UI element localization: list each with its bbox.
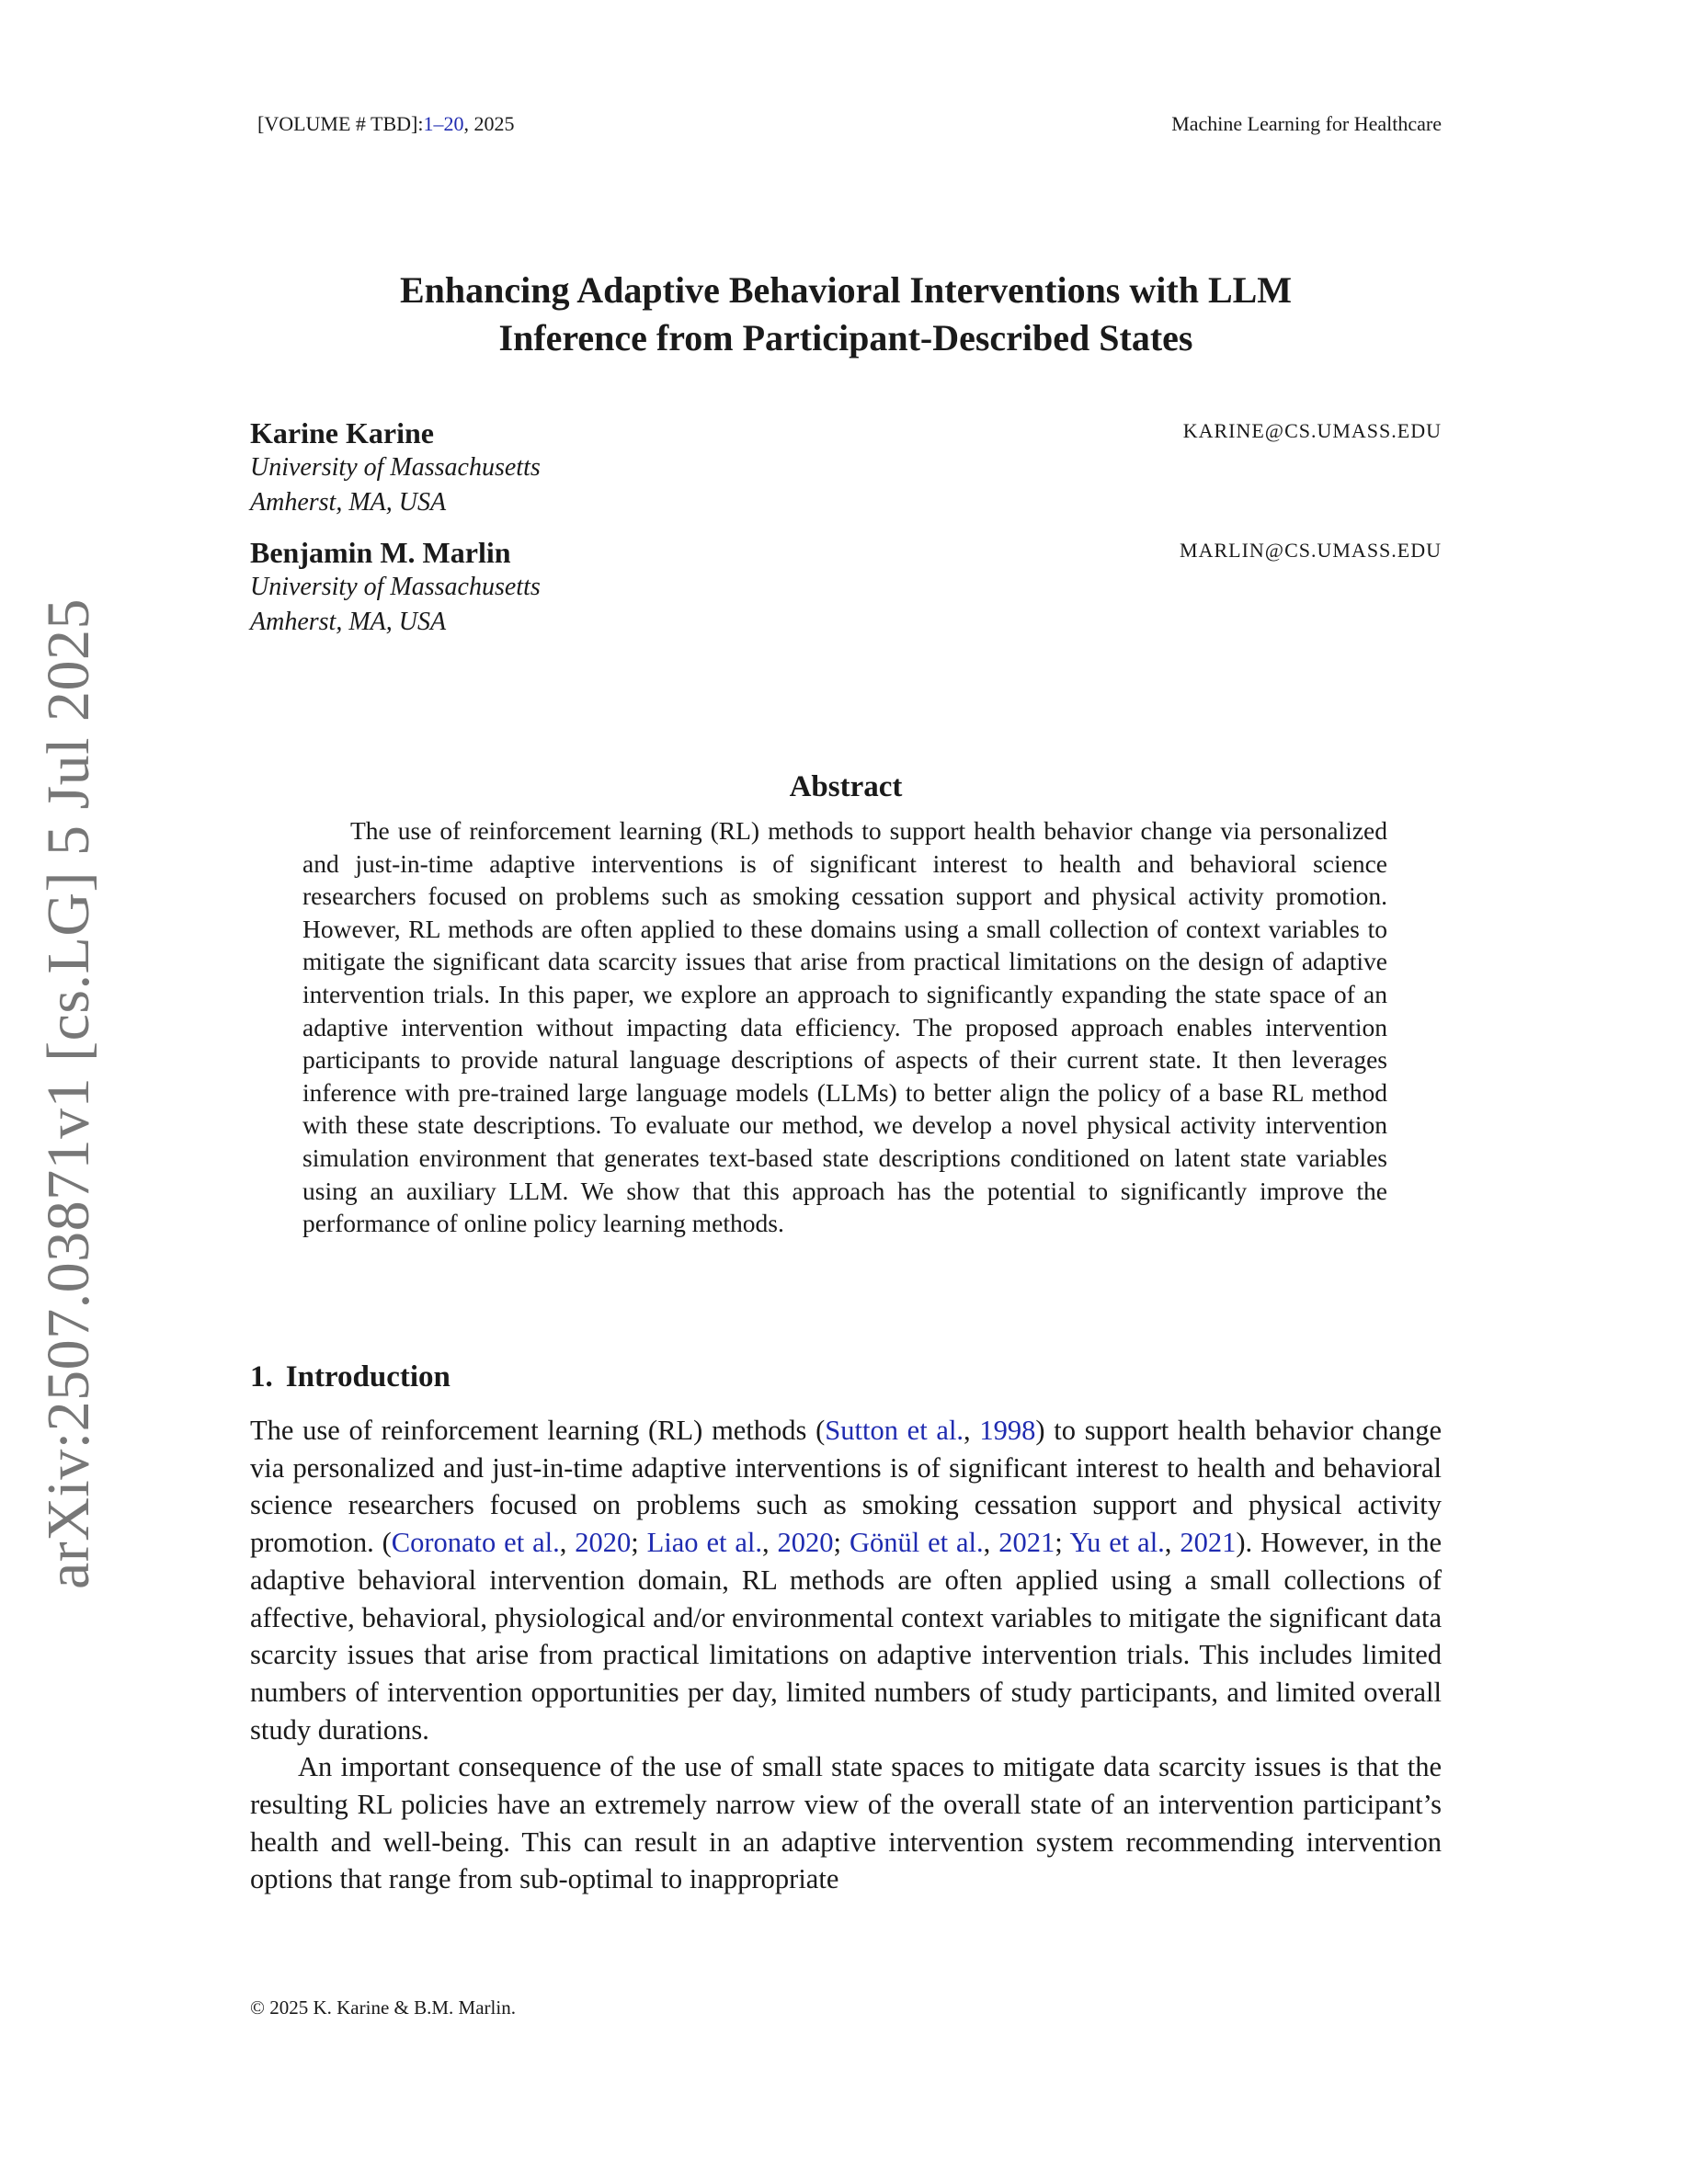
citation-link[interactable]: 1998 (979, 1415, 1036, 1446)
author-email[interactable]: KARINE@CS.UMASS.EDU (1182, 419, 1442, 442)
abstract-text: The use of reinforcement learning (RL) methods to support health behavior change via personalized and just-in-time adaptive interventions is of significant interest to health and behavioral science researchers focused on problems such as smoking cessation support and physical activity promotion. However, RL methods are often applied to these domains using a small collection of context variables to mitigate the significant data scarcity issues that arise from practical limitations on the design of adaptive intervention trials. In this paper, we explore an approach to significantly expanding the state space of an adaptive intervention without impacting data efficiency. The proposed approach enables intervention participants to provide natural language descriptions of aspects of their current state. It then leverages inference with pre-trained large language models (LLMs) to better align the policy of a base RL method with these state descriptions. To evaluate our method, we develop a novel physical activity intervention simulation environment that generates text-based state descriptions conditioned on latent state variables using an auxiliary LLM. We show that this approach has the potential to significantly improve the performance of online policy learning methods. (302, 816, 1387, 1238)
paragraph: The use of reinforcement learning (RL) methods (Sutton et al., 1998) to support health behavior change via personalized and just-in-time adaptive interventions is of significant interest to health and behavioral science researchers focused on problems such as smoking cessation support and physical activity promotion. (Coronato et al., 2020; Liao et al., 2020; Gönül et al., 2021; Yu et al., 2021). However, in the adaptive behavioral intervention domain, RL methods are often applied using a small collections of affective, behavioral, physiological and/or environmental context variables to mitigate the significant data scarcity issues that arise from practical limitations on adaptive intervention trials. This includes limited numbers of intervention opportunities per day, limited numbers of study participants, and limited overall study durations. (250, 1415, 1442, 1746)
paper-title (250, 267, 1442, 362)
citation-link[interactable]: Sutton et al. (825, 1415, 964, 1446)
citation-link[interactable]: 2020 (575, 1527, 632, 1559)
author-affiliation: University of Massachusetts (250, 573, 541, 601)
pages-link[interactable]: 1–20 (423, 112, 464, 135)
citation-link[interactable]: 2021 (998, 1527, 1055, 1559)
author-name: Benjamin M. Marlin (250, 536, 511, 569)
section-heading (250, 1360, 451, 1394)
author-affiliation: University of Massachusetts (250, 453, 541, 482)
author-name: Karine Karine (250, 416, 434, 449)
citation-link[interactable]: Liao et al. (646, 1527, 763, 1559)
abstract-heading: Abstract (789, 770, 903, 803)
section-number: 1. (250, 1360, 273, 1393)
title-line-1: Enhancing Adaptive Behavioral Interventions with LLM (399, 269, 1293, 311)
paragraph: An important consequence of the use of small state spaces to mitigate data scarcity issues is that the resulting RL policies have an extremely narrow view of the overall state of an intervention participant’s health and well-being. This can result in an adaptive intervention system recommending intervention options that range from sub-optimal to inappropriate (250, 1751, 1442, 1895)
copyright-text: 2025 K. Karine & B.M. Marlin. (269, 1996, 516, 2019)
citation-link[interactable]: Yu et al. (1069, 1527, 1165, 1559)
citation-link[interactable]: Coronato et al. (391, 1527, 560, 1559)
author-email[interactable]: MARLIN@CS.UMASS.EDU (1180, 539, 1442, 562)
running-header (250, 108, 1442, 140)
arxiv-id: arXiv:2507.03871v1 [cs.LG] 5 Jul 2025 (35, 597, 102, 1590)
arxiv-stamp (29, 597, 108, 1590)
introduction-body (250, 1412, 1442, 1898)
author-location: Amherst, MA, USA (250, 488, 447, 517)
citation-link[interactable]: Gönül et al. (849, 1527, 984, 1559)
header-venue: Machine Learning for Healthcare (1171, 112, 1442, 135)
author-block (250, 415, 1442, 520)
author-block (250, 535, 1442, 640)
copyright-footer (250, 1996, 516, 2019)
title-line-2: Inference from Participant-Described States (498, 317, 1193, 358)
section-title: Introduction (285, 1360, 451, 1393)
citation-link[interactable]: 2020 (777, 1527, 834, 1559)
citation-link[interactable]: 2021 (1180, 1527, 1237, 1559)
header-volume: [VOLUME # TBD]:1–20, 2025 (257, 112, 515, 135)
copyright-icon: © (250, 1996, 265, 2019)
author-location: Amherst, MA, USA (250, 608, 447, 636)
